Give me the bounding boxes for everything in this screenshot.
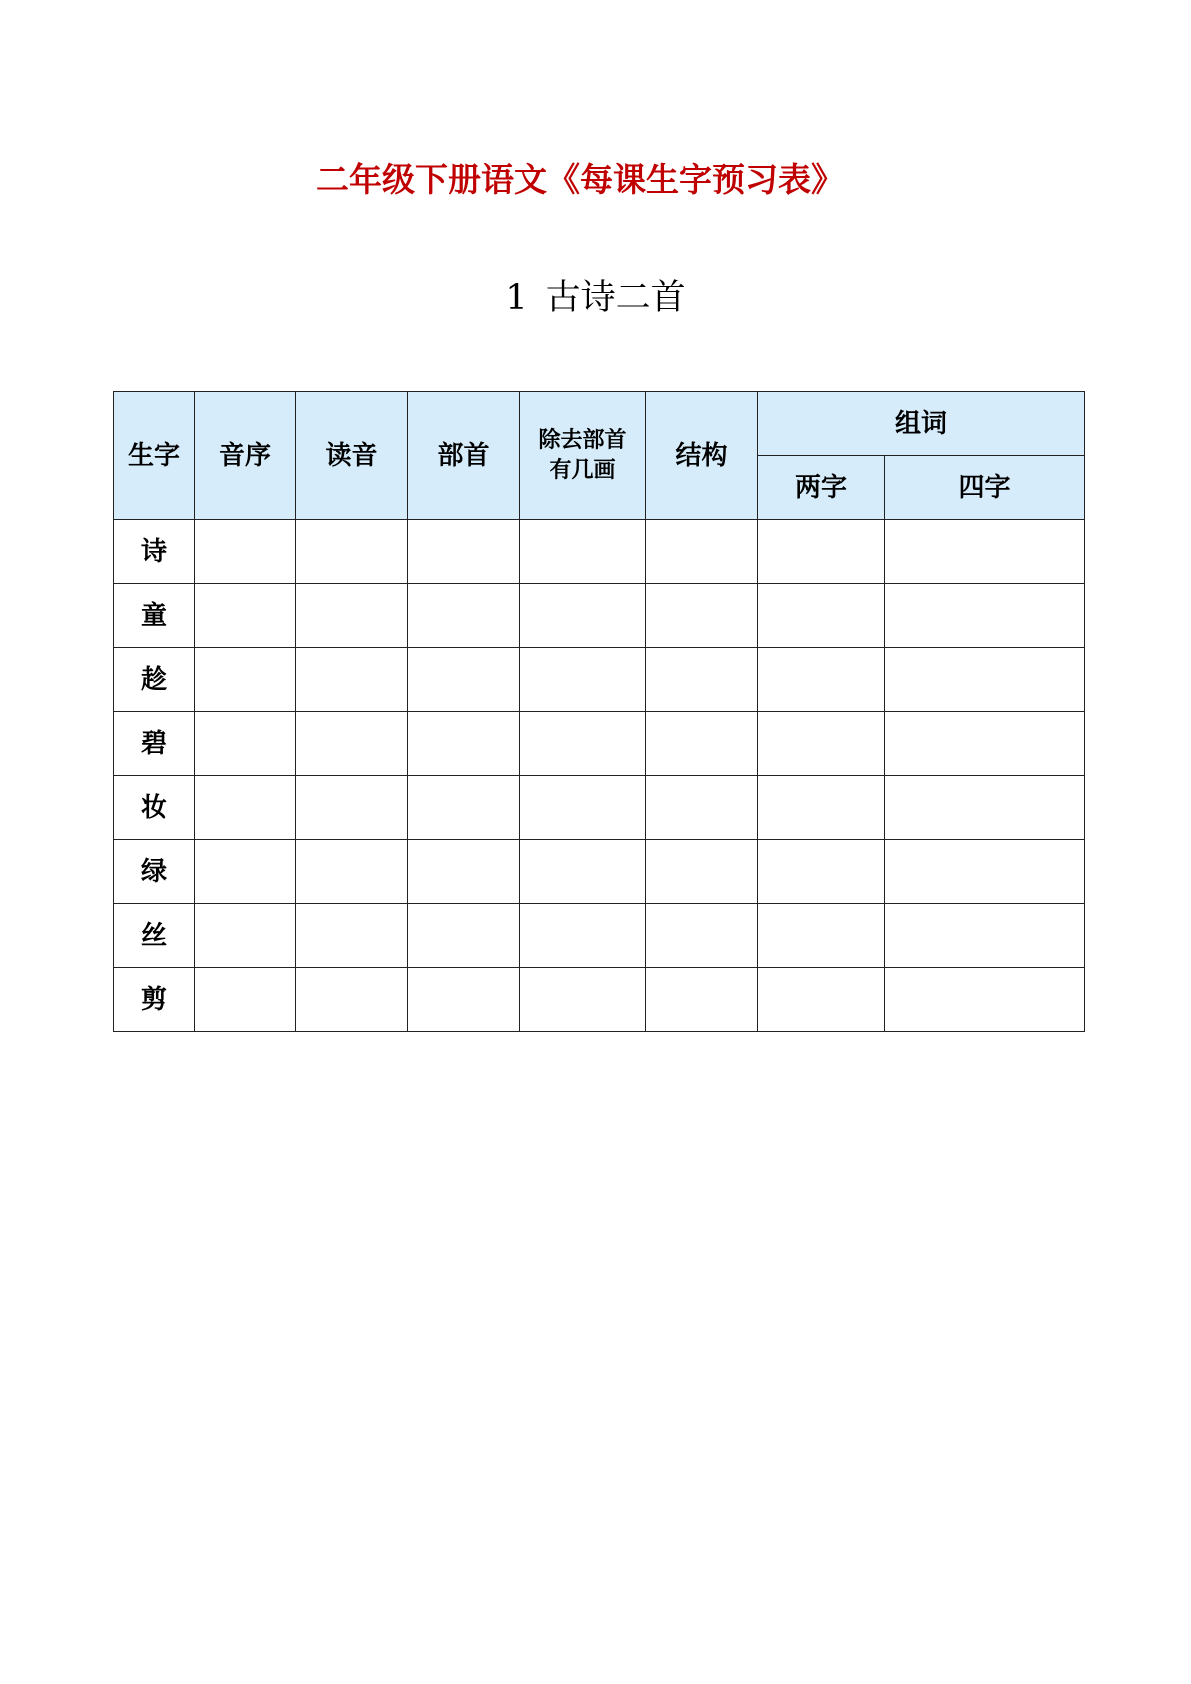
table-row [114, 712, 1085, 776]
strokes-cell[interactable] [520, 712, 646, 776]
order-cell[interactable] [195, 712, 296, 776]
radical-cell[interactable] [408, 648, 520, 712]
structure-cell[interactable] [646, 584, 758, 648]
structure-cell[interactable] [646, 776, 758, 840]
order-cell[interactable] [195, 904, 296, 968]
strokes-cell[interactable] [520, 584, 646, 648]
header-two-char: 两字 [758, 456, 885, 520]
table-row [114, 904, 1085, 968]
table-row [114, 520, 1085, 584]
header-strokes-line2: 有几画 [549, 457, 616, 483]
order-cell[interactable] [195, 968, 296, 1032]
structure-cell[interactable] [646, 520, 758, 584]
four-char-word-cell[interactable] [885, 584, 1085, 648]
pronunciation-cell[interactable] [296, 520, 408, 584]
strokes-cell[interactable] [520, 648, 646, 712]
radical-cell[interactable] [408, 712, 520, 776]
header-strokes-line1: 除去部首 [538, 427, 627, 453]
lesson-title [0, 275, 1191, 321]
char-cell: 丝 [114, 904, 195, 968]
table-row [114, 584, 1085, 648]
header-four-char: 四字 [885, 456, 1085, 520]
strokes-cell[interactable] [520, 520, 646, 584]
radical-cell[interactable] [408, 776, 520, 840]
structure-cell[interactable] [646, 712, 758, 776]
four-char-word-cell[interactable] [885, 648, 1085, 712]
two-char-word-cell[interactable] [758, 648, 885, 712]
strokes-cell[interactable] [520, 968, 646, 1032]
two-char-word-cell[interactable] [758, 712, 885, 776]
two-char-word-cell[interactable] [758, 584, 885, 648]
structure-cell[interactable] [646, 968, 758, 1032]
header-row [114, 392, 1085, 456]
table-row [114, 776, 1085, 840]
header-order: 音序 [195, 392, 296, 520]
char-cell: 妆 [114, 776, 195, 840]
pronunciation-cell[interactable] [296, 776, 408, 840]
header-radical: 部首 [408, 392, 520, 520]
structure-cell[interactable] [646, 904, 758, 968]
header-words: 组词 [758, 392, 1085, 456]
char-cell: 诗 [114, 520, 195, 584]
strokes-cell[interactable] [520, 904, 646, 968]
two-char-word-cell[interactable] [758, 968, 885, 1032]
structure-cell[interactable] [646, 648, 758, 712]
lesson-name: 古诗二首 [545, 278, 686, 318]
strokes-cell[interactable] [520, 840, 646, 904]
four-char-word-cell[interactable] [885, 776, 1085, 840]
four-char-word-cell[interactable] [885, 968, 1085, 1032]
header-pronunciation: 读音 [296, 392, 408, 520]
two-char-word-cell[interactable] [758, 520, 885, 584]
pronunciation-cell[interactable] [296, 584, 408, 648]
char-cell: 剪 [114, 968, 195, 1032]
char-cell: 碧 [114, 712, 195, 776]
header-strokes [520, 392, 646, 520]
pronunciation-cell[interactable] [296, 712, 408, 776]
pronunciation-cell[interactable] [296, 968, 408, 1032]
four-char-word-cell[interactable] [885, 840, 1085, 904]
character-preview-table [113, 391, 1085, 1032]
char-cell: 绿 [114, 840, 195, 904]
order-cell[interactable] [195, 840, 296, 904]
order-cell[interactable] [195, 520, 296, 584]
pronunciation-cell[interactable] [296, 904, 408, 968]
radical-cell[interactable] [408, 840, 520, 904]
radical-cell[interactable] [408, 584, 520, 648]
char-cell: 趁 [114, 648, 195, 712]
radical-cell[interactable] [408, 904, 520, 968]
two-char-word-cell[interactable] [758, 904, 885, 968]
page-title: 二年级下册语文《每课生字预习表》 [316, 160, 844, 199]
two-char-word-cell[interactable] [758, 840, 885, 904]
two-char-word-cell[interactable] [758, 776, 885, 840]
four-char-word-cell[interactable] [885, 712, 1085, 776]
four-char-word-cell[interactable] [885, 904, 1085, 968]
radical-cell[interactable] [408, 520, 520, 584]
order-cell[interactable] [195, 648, 296, 712]
structure-cell[interactable] [646, 840, 758, 904]
pronunciation-cell[interactable] [296, 648, 408, 712]
table-row [114, 968, 1085, 1032]
four-char-word-cell[interactable] [885, 520, 1085, 584]
pronunciation-cell[interactable] [296, 840, 408, 904]
order-cell[interactable] [195, 776, 296, 840]
header-char: 生字 [114, 392, 195, 520]
char-cell: 童 [114, 584, 195, 648]
order-cell[interactable] [195, 584, 296, 648]
strokes-cell[interactable] [520, 776, 646, 840]
radical-cell[interactable] [408, 968, 520, 1032]
header-structure: 结构 [646, 392, 758, 520]
table-row [114, 648, 1085, 712]
lesson-number: 1 [505, 278, 528, 318]
table-row [114, 840, 1085, 904]
